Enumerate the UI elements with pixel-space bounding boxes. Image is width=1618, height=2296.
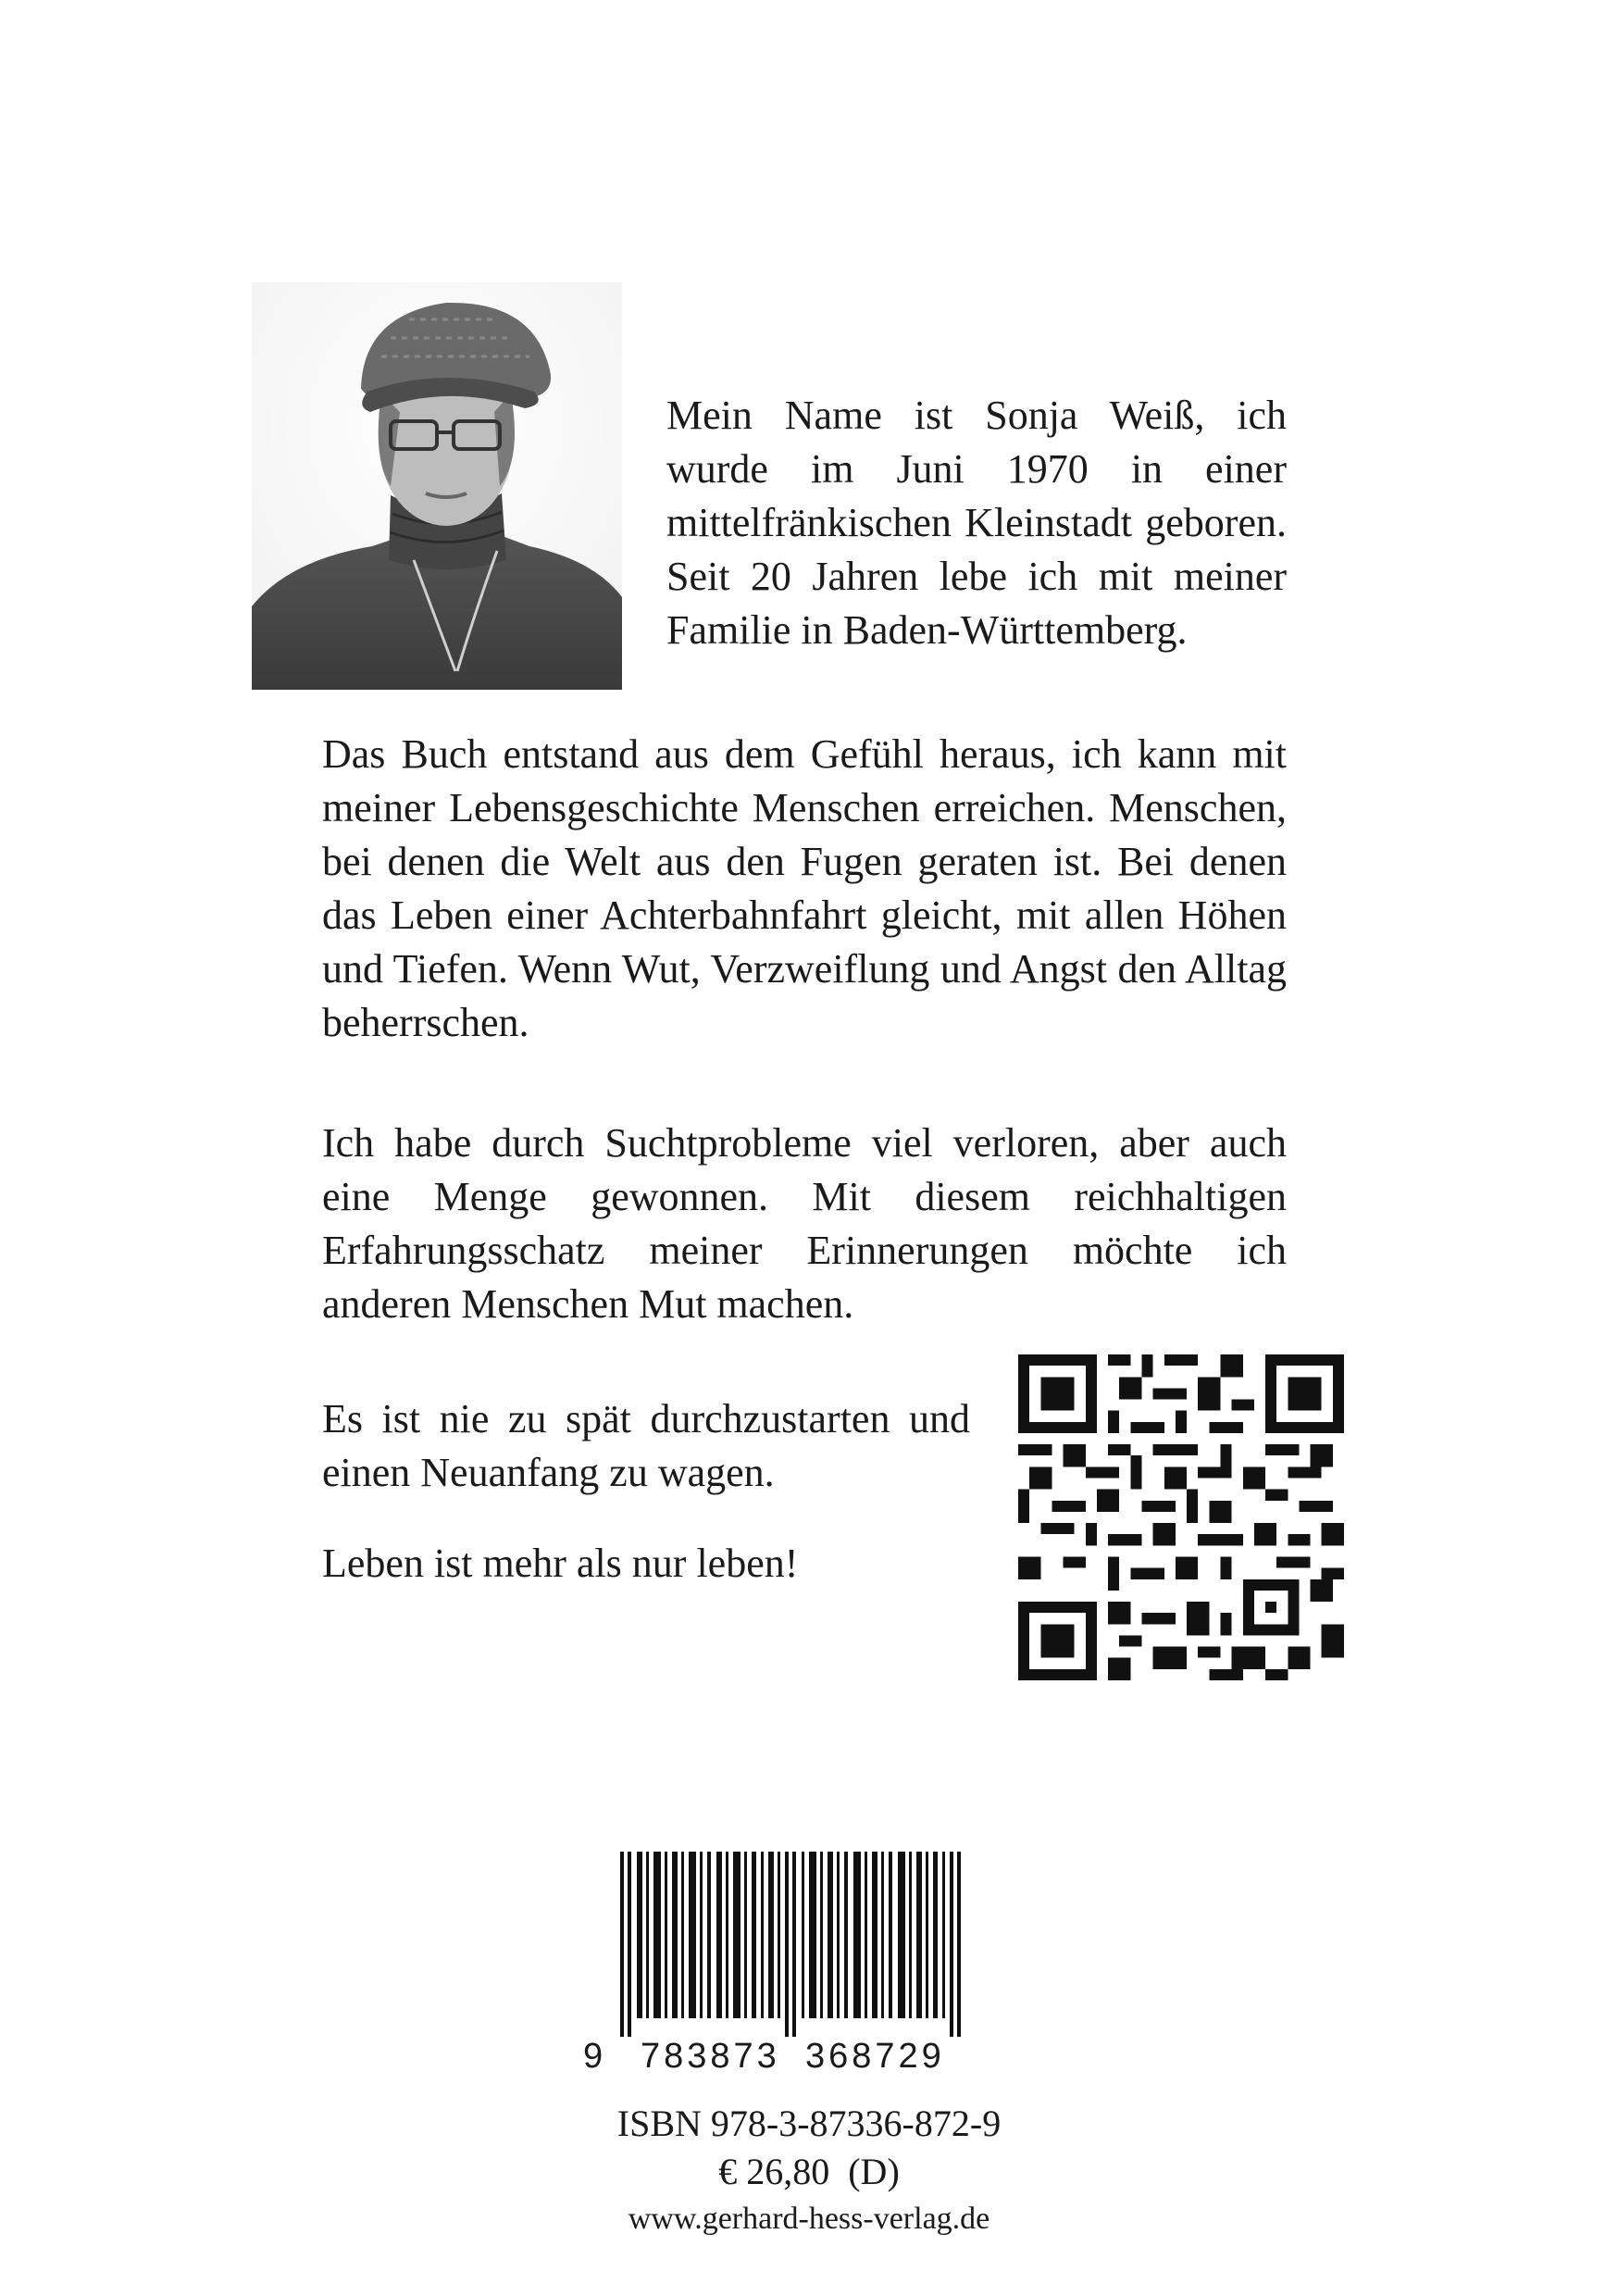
paragraph-fresh-start: Es ist nie zu spät durchzustarten und einen Neuanfang zu wagen. bbox=[322, 1396, 970, 1495]
barcode-lead-digit: 9 bbox=[583, 2037, 604, 2076]
isbn-number: ISBN 978-3-87336-872-9 bbox=[616, 2103, 1002, 2144]
publisher-url[interactable]: www.gerhard-hess-verlag.de bbox=[628, 2202, 990, 2236]
paragraph-book-origin: Das Buch entstand aus dem Gefühl heraus, ich kann mit meiner Lebensgeschichte Menschen erreichen. Menschen, bei denen die Welt aus den Fugen geraten ist. Bei denen das Leben einer Achterbahnfahrt gleicht, mit allen Höhen und Tiefen. Wenn Wut, Verzweiflung und Angst den Alltag beherrschen. bbox=[322, 731, 1287, 1045]
author-photo bbox=[252, 282, 622, 690]
qr-code[interactable] bbox=[1018, 1354, 1344, 1680]
price: € 26,80 (D) bbox=[718, 2151, 900, 2192]
paragraph-closing: Leben ist mehr als nur leben! bbox=[322, 1541, 799, 1586]
paragraph-addiction: Ich habe durch Suchtprobleme viel verloren, aber auch eine Menge gewonnen. Mit diesem reichhaltigen Erfahrungsschatz meiner Erinnerungen möchte ich anderen Menschen Mut machen. bbox=[322, 1120, 1287, 1327]
author-intro: Mein Name ist Sonja Weiß, ich wurde im Juni 1970 in einer mittelfränkischen Kleinstadt geboren. Seit 20 Jahren lebe ich mit meiner Familie in Baden-Württemberg. bbox=[666, 393, 1287, 653]
barcode-digits-left: 783873 bbox=[641, 2037, 780, 2076]
barcode-digits-right: 368729 bbox=[805, 2037, 945, 2076]
